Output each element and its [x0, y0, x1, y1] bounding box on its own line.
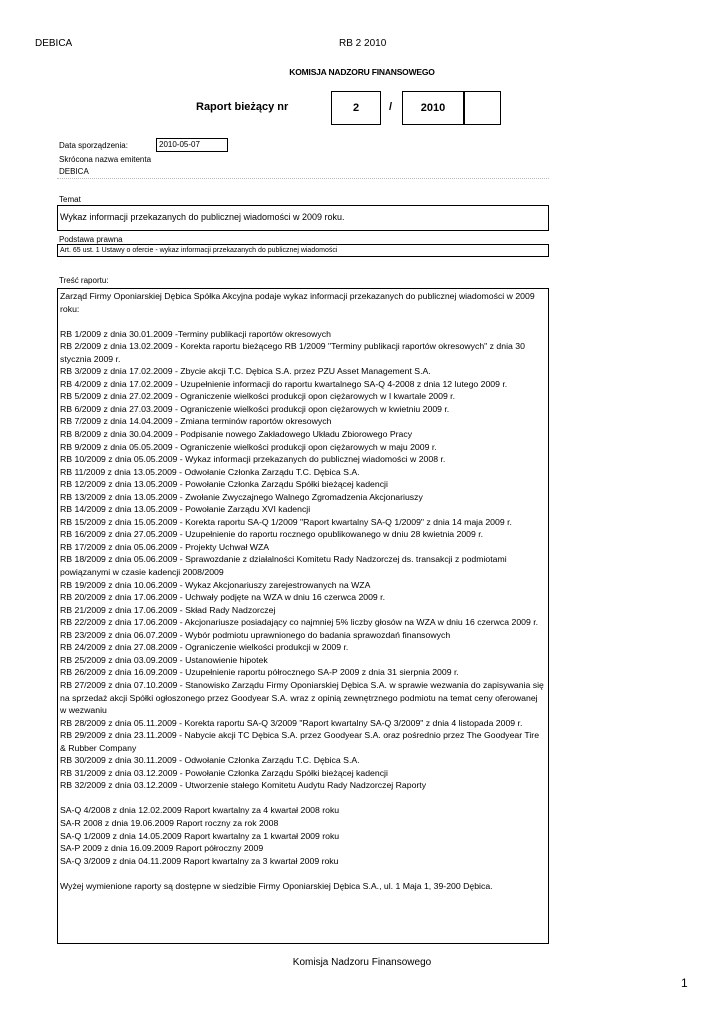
commission-title: KOMISJA NADZORU FINANSOWEGO — [289, 67, 435, 77]
rb-list-item: RB 1/2009 z dnia 30.01.2009 -Terminy publikacji raportów okresowych — [60, 328, 331, 339]
report-content — [57, 288, 549, 944]
rb-list-item: RB 7/2009 z dnia 14.04.2009 - Zmiana terminów raportów okresowych — [60, 416, 332, 427]
footer-commission: Komisja Nadzoru Finansowego — [292, 957, 432, 968]
rb-list-item: RB 13/2009 z dnia 13.05.2009 - Zwołanie Zwyczajnego Walnego Zgromadzenia Akcjonariuszy — [60, 491, 423, 502]
rb-list-item: RB 8/2009 z dnia 30.04.2009 - Podpisanie nowego Zakładowego Układu Zbiorowego Pracy — [60, 429, 413, 440]
rb-list-item: RB 21/2009 z dnia 17.06.2009 - Skład Rady Nadzorczej — [60, 604, 276, 615]
rb-list-item: RB 28/2009 z dnia 05.11.2009 - Korekta raportu SA-Q 3/2009 "Raport kwartalny SA-Q 3/2009" z dnia 4 listopada 2009 r. — [60, 717, 523, 728]
rb-list-item: RB 5/2009 z dnia 27.02.2009 - Ograniczenie wielkości produkcji opon ciężarowych w I kwartale 2009 r. — [60, 391, 456, 402]
page-number: 1 — [681, 976, 688, 990]
report-separator: / — [389, 101, 393, 113]
sa-report-list — [60, 804, 546, 867]
rb-list-item: RB 24/2009 z dnia 27.08.2009 - Ograniczenie wielkości produkcji w 2009 r. — [60, 642, 349, 653]
rb-list-item: RB 26/2009 z dnia 16.09.2009 - Uzupełnienie raportu półrocznego SA-P 2009 z dnia 31 sierpnia 2009 r. — [60, 667, 459, 678]
report-year-box: 2010 — [402, 91, 464, 125]
report-extra-box — [464, 91, 501, 125]
content-label: Treść raportu: — [59, 276, 109, 285]
date-field: 2010-05-07 — [156, 138, 228, 152]
subject-label: Temat — [59, 195, 81, 204]
rb-list-item: RB 31/2009 z dnia 03.12.2009 - Powołanie Członka Zarządu Spółki bieżącej kadencji — [60, 767, 388, 778]
rb-report-list — [60, 328, 546, 792]
report-label: Raport bieżący nr — [196, 101, 289, 113]
rb-list-item: RB 30/2009 z dnia 30.11.2009 - Odwołanie Członka Zarządu T.C. Dębica S.A. — [60, 755, 360, 766]
sa-list-item: SA-Q 1/2009 z dnia 14.05.2009 Raport kwartalny za 1 kwartał 2009 roku — [60, 830, 340, 841]
separator-line — [57, 178, 549, 179]
rb-list-item: RB 14/2009 z dnia 13.05.2009 - Powołanie Zarządu XVI kadencji — [60, 504, 311, 515]
sa-list-item: SA-P 2009 z dnia 16.09.2009 Raport półroczny 2009 — [60, 843, 264, 854]
header-issuer: DEBICA — [35, 38, 73, 49]
date-label: Data sporządzenia: — [59, 141, 128, 150]
subject-field: Wykaz informacji przekazanych do publicznej wiadomości w 2009 roku. — [57, 205, 549, 231]
issuer-label: Skrócona nazwa emitenta — [59, 155, 152, 164]
rb-list-item: RB 4/2009 z dnia 17.02.2009 - Uzupełnienie informacji do raportu kwartalnego SA-Q 4-2008 z dnia 12 lutego 2009 r. — [60, 378, 508, 389]
rb-list-item: RB 10/2009 z dnia 05.05.2009 - Wykaz informacji przekazanych do publicznej wiadomości w 2008 r. — [60, 454, 446, 465]
rb-list-item: RB 32/2009 z dnia 03.12.2009 - Utworzenie stałego Komitetu Audytu Rady Nadzorczej Raporty — [60, 780, 427, 791]
legal-basis-field: Art. 65 ust. 1 Ustawy o ofercie - wykaz informacji przekazanych do publicznej wiadomości — [57, 244, 549, 257]
rb-list-item: RB 27/2009 z dnia 07.10.2009 - Stanowisko Zarządu Firmy Oponiarskiej Dębica S.A. w sprawie wezwania do zapisywania się na sprzedaż akcji Spółki ogłoszonego przez Goodyear S.A. wraz z opinią zewnętrznego podmiotu na temat ceny oferowanej w wezwaniu — [60, 679, 544, 716]
rb-list-item: RB 25/2009 z dnia 03.09.2009 - Ustanowienie hipotek — [60, 654, 268, 665]
legal-basis-label: Podstawa prawna — [59, 235, 123, 244]
report-number-box: 2 — [331, 91, 381, 125]
content-closing: Wyżej wymienione raporty są dostępne w siedzibie Firmy Oponiarskiej Dębica S.A., ul. 1 Maja 1, 39-200 Dębica. — [60, 880, 493, 891]
rb-list-item: RB 22/2009 z dnia 17.06.2009 - Akcjonariusze posiadający co najmniej 5% liczby głosów na WZA w dniu 16 czerwca 2009 r. — [60, 617, 539, 628]
rb-list-item: RB 23/2009 z dnia 06.07.2009 - Wybór podmiotu uprawnionego do badania sprawozdań finansowych — [60, 629, 451, 640]
issuer-value: DEBICA — [59, 167, 89, 176]
rb-list-item: RB 3/2009 z dnia 17.02.2009 - Zbycie akcji T.C. Dębica S.A. przez PZU Asset Management S.A. — [60, 366, 431, 377]
rb-list-item: RB 20/2009 z dnia 17.06.2009 - Uchwały podjęte na WZA w dniu 16 czerwca 2009 r. — [60, 592, 386, 603]
rb-list-item: RB 6/2009 z dnia 27.03.2009 - Ograniczenie wielkości produkcji opon ciężarowych w kwietniu 2009 r. — [60, 403, 450, 414]
rb-list-item: RB 9/2009 z dnia 05.05.2009 - Ograniczenie wielkości produkcji opon ciężarowych w maju 2009 r. — [60, 441, 437, 452]
sa-list-item: SA-Q 4/2008 z dnia 12.02.2009 Raport kwartalny za 4 kwartał 2008 roku — [60, 805, 340, 816]
sa-list-item: SA-R 2008 z dnia 19.06.2009 Raport roczny za rok 2008 — [60, 817, 279, 828]
rb-list-item: RB 2/2009 z dnia 13.02.2009 - Korekta raportu bieżącego RB 1/2009 "Terminy publikacji raportów okresowych" z dnia 30 stycznia 2009 r. — [60, 341, 525, 364]
rb-list-item: RB 15/2009 z dnia 15.05.2009 - Korekta raportu SA-Q 1/2009 "Raport kwartalny SA-Q 1/2009" z dnia 14 maja 2009 r. — [60, 516, 512, 527]
content-intro: Zarząd Firmy Oponiarskiej Dębica Spółka Akcyjna podaje wykaz informacji przekazanych do publicznej wiadomości w 2009 roku: — [60, 291, 535, 314]
header-report-id: RB 2 2010 — [339, 38, 387, 49]
rb-list-item: RB 11/2009 z dnia 13.05.2009 - Odwołanie Członka Zarządu T.C. Dębica S.A. — [60, 466, 360, 477]
rb-list-item: RB 16/2009 z dnia 27.05.2009 - Uzupełnienie do raportu rocznego opublikowanego w dniu 28 kwietnia 2009 r. — [60, 529, 484, 540]
rb-list-item: RB 12/2009 z dnia 13.05.2009 - Powołanie Członka Zarządu Spółki bieżącej kadencji — [60, 479, 388, 490]
rb-list-item: RB 17/2009 z dnia 05.06.2009 - Projekty Uchwał WZA — [60, 541, 270, 552]
sa-list-item: SA-Q 3/2009 z dnia 04.11.2009 Raport kwartalny za 3 kwartał 2009 roku — [60, 855, 339, 866]
rb-list-item: RB 29/2009 z dnia 23.11.2009 - Nabycie akcji TC Dębica S.A. przez Goodyear S.A. oraz pośrednio przez The Goodyear Tire & Rubber Company — [60, 730, 540, 753]
rb-list-item: RB 19/2009 z dnia 10.06.2009 - Wykaz Akcjonariuszy zarejestrowanych na WZA — [60, 579, 371, 590]
rb-list-item: RB 18/2009 z dnia 05.06.2009 - Sprawozdanie z działalności Komitetu Rady Nadzorczej ds. transakcji z podmiotami powiązanymi w czasie kadencji 2008/2009 — [60, 554, 507, 578]
